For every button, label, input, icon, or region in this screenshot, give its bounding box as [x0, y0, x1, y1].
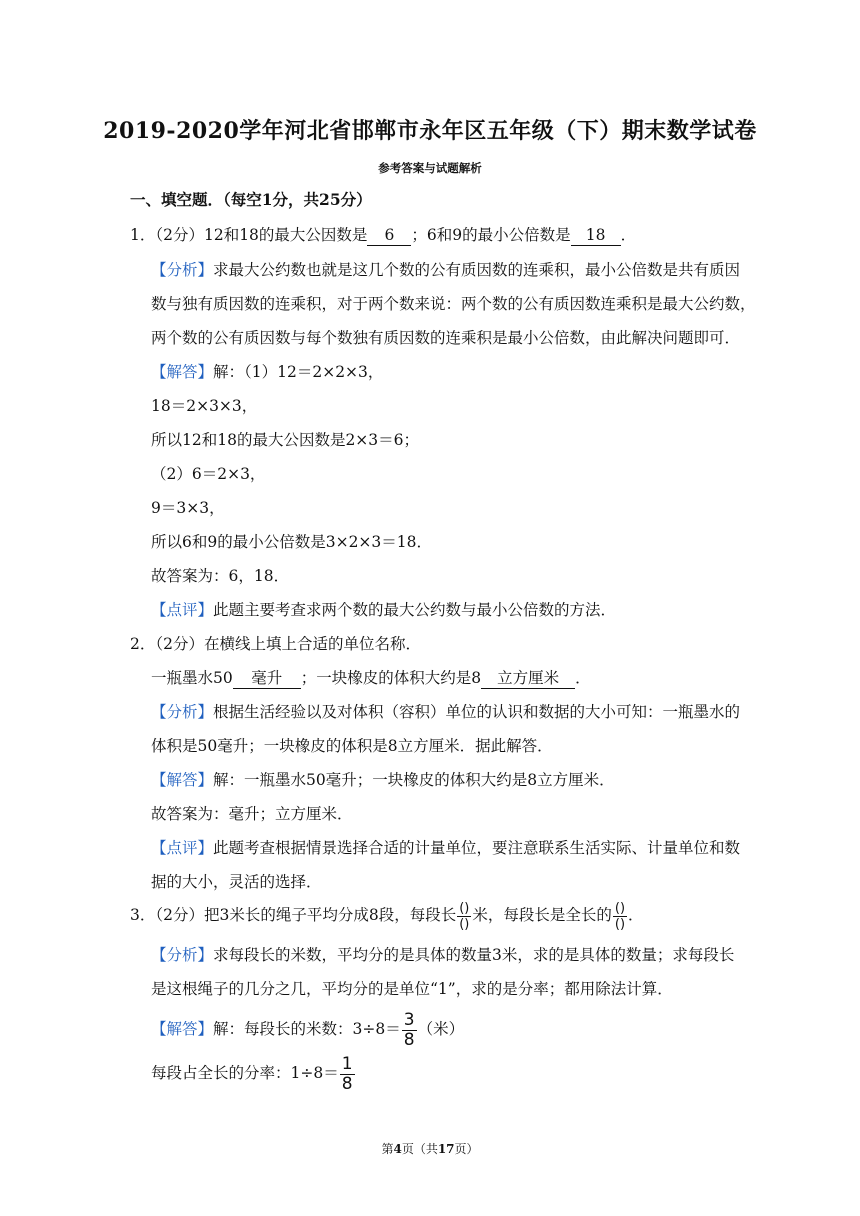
fraction-denominator: () — [614, 916, 626, 932]
q3-fraction-blank-2 — [613, 902, 627, 931]
q3-answer-text-2: 每段占全长的分率：1÷8＝ — [151, 1064, 339, 1082]
comment-tag: 【点评】 — [151, 601, 214, 619]
q2-text-post: ． — [575, 669, 591, 687]
q3-answer-fraction-1 — [402, 1009, 417, 1050]
footer-text-post: 页） — [454, 1142, 479, 1156]
q3-fraction-blank-1 — [457, 902, 471, 931]
page-total: 17 — [437, 1142, 455, 1156]
fraction-numerator: () — [614, 900, 626, 916]
footer-text-pre: 第 — [381, 1142, 394, 1156]
question-2-stem: 2．（2分）在横线上填上合适的单位名称． — [130, 635, 421, 653]
q2-comment-line-1 — [151, 838, 740, 858]
q1-answer-line-4: （2）6＝2×3， — [151, 465, 266, 483]
q2-text-pre: 一瓶墨水50 — [151, 669, 233, 687]
page-footer — [0, 1140, 860, 1157]
question-1-stem — [130, 225, 636, 246]
q3-answer-line-1 — [151, 1010, 464, 1049]
q1-answer-line-5: 9＝3×3， — [151, 499, 225, 517]
q2-comment-line-2: 据的大小，灵活的选择． — [151, 873, 322, 891]
fraction-numerator: 1 — [341, 1053, 353, 1074]
q2-comment-text-1: 此题考查根据情景选择合适的计量单位，要注意联系生活实际、计量单位和数 — [213, 839, 741, 857]
q1-answer-line-3: 所以12和18的最大公因数是2×3＝6； — [151, 431, 420, 449]
q2-answer-blank-1: 毫升 — [233, 668, 301, 689]
q2-analysis-line-1 — [151, 702, 740, 722]
q1-answer-line-1 — [151, 362, 383, 382]
q3-analysis-line-2: 是这根绳子的几分之几，平均分的是单位“1”，求的是分率；都用除法计算． — [151, 980, 673, 998]
q2-answer-text-1: 解：一瓶墨水50毫升；一块橡皮的体积大约是8立方厘米． — [213, 771, 615, 789]
q3-text-mid: 米，每段长是全长的 — [472, 906, 612, 924]
q1-text-post: ． — [620, 226, 637, 244]
q1-text-mid: ；6和9的最小公倍数是 — [411, 226, 571, 244]
page-title: 2019-2020学年河北省邯郸市永年区五年级（下）期末数学试卷 — [103, 118, 757, 144]
q1-answer-blank-1: 6 — [367, 225, 411, 246]
answer-tag: 【解答】 — [151, 1020, 214, 1038]
q3-answer-line-2 — [151, 1054, 356, 1093]
fraction-numerator: 3 — [403, 1009, 415, 1030]
q2-text-mid: ；一块橡皮的体积大约是8 — [300, 669, 482, 687]
page-subtitle: 参考答案与试题解析 — [378, 161, 482, 175]
answer-tag: 【解答】 — [151, 363, 214, 381]
q1-answer-line-7: 故答案为：6，18． — [151, 567, 290, 585]
q1-answer-blank-2: 18 — [571, 225, 621, 246]
q3-answer-fraction-2 — [340, 1053, 355, 1094]
q1-comment-line-1 — [151, 600, 616, 620]
section-heading: 一、填空题．（每空1分，共25分） — [130, 190, 372, 209]
q3-analysis-line-1 — [151, 945, 734, 965]
analysis-tag: 【分析】 — [151, 261, 214, 279]
q3-analysis-text-1: 求每段长的米数，平均分的是具体的数量3米，求的是具体的数量；求每段长 — [213, 946, 735, 964]
q2-answer-line-2: 故答案为：毫升；立方厘米． — [151, 805, 353, 823]
q2-answer-blank-2: 立方厘米 — [481, 668, 575, 689]
fraction-denominator: 8 — [341, 1073, 353, 1094]
q3-text-post: ． — [628, 906, 644, 924]
fraction-denominator: () — [459, 916, 470, 932]
q1-answer-text-1: 解：（1）12＝2×2×3， — [213, 363, 384, 381]
question-3-stem — [130, 900, 644, 931]
q1-answer-line-2: 18＝2×3×3， — [151, 397, 258, 415]
fraction-numerator: () — [459, 900, 470, 916]
analysis-tag: 【分析】 — [151, 703, 214, 721]
comment-tag: 【点评】 — [151, 839, 214, 857]
q2-fill-line — [151, 668, 591, 689]
q2-answer-line-1 — [151, 770, 615, 790]
q1-analysis-line-3: 两个数的公有质因数与每个数独有质因数的连乘积是最小公倍数，由此解决问题即可． — [151, 329, 741, 347]
q3-text-pre: 3．（2分）把3米长的绳子平均分成8段，每段长 — [130, 906, 457, 924]
analysis-tag: 【分析】 — [151, 946, 214, 964]
answer-tag: 【解答】 — [151, 771, 214, 789]
page-number: 4 — [393, 1142, 402, 1156]
q1-analysis-line-2: 数与独有质因数的连乘积，对于两个数来说：两个数的公有质因数连乘积是最大公约数， — [151, 295, 756, 313]
q1-answer-line-6: 所以6和9的最小公倍数是3×2×3＝18． — [151, 533, 433, 551]
q1-comment-text-1: 此题主要考查求两个数的最大公约数与最小公倍数的方法． — [213, 601, 617, 619]
footer-text-mid: 页（共 — [401, 1142, 438, 1156]
q2-analysis-text-1: 根据生活经验以及对体积（容积）单位的认识和数据的大小可知：一瓶墨水的 — [213, 703, 741, 721]
q1-text-pre: 1．（2分）12和18的最大公因数是 — [130, 226, 368, 244]
q1-analysis-text-1: 求最大公约数也就是这几个数的公有质因数的连乘积，最小公倍数是共有质因 — [213, 261, 741, 279]
q3-answer-text-1: 解：每段长的米数：3÷8＝ — [213, 1020, 401, 1038]
q3-answer-unit: （米） — [417, 1020, 465, 1038]
fraction-denominator: 8 — [403, 1029, 415, 1050]
q1-analysis-line-1 — [151, 260, 740, 280]
q2-analysis-line-2: 体积是50毫升；一块橡皮的体积是8立方厘米．据此解答． — [151, 737, 553, 755]
